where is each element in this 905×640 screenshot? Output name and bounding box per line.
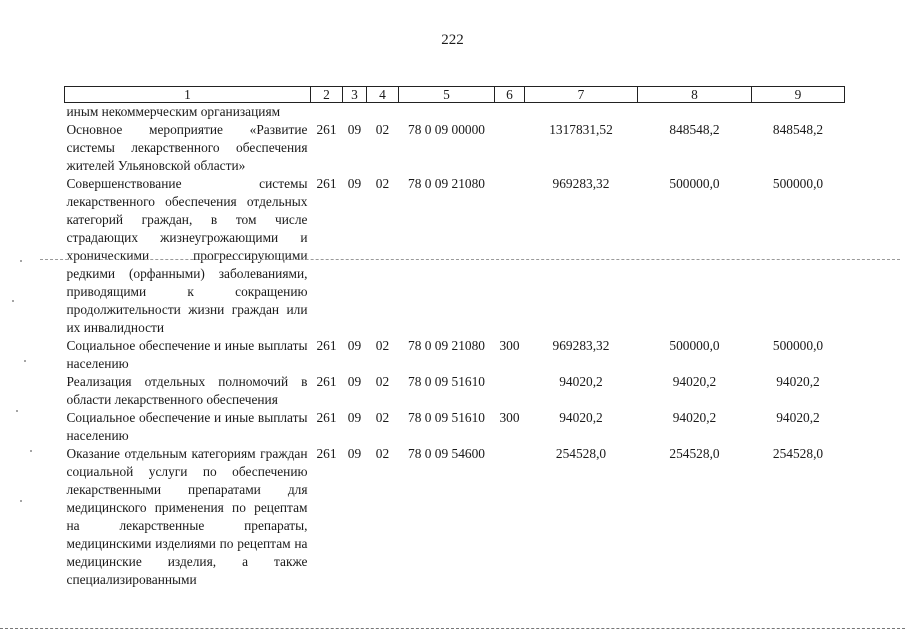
target-article-cell: 78 0 09 21080 <box>408 176 485 191</box>
page-number: 222 <box>441 32 464 48</box>
target-article-cell: 78 0 09 21080 <box>408 338 485 353</box>
section-code-cell: 09 <box>347 446 362 461</box>
row-name-cell: иным некоммерческим организациям <box>66 104 281 119</box>
column-header: 2 <box>311 87 343 103</box>
row-name-cell: Оказание отдельным категориям граждан социальной услуги по обеспечению лекарственными препаратами для медицинского применения по рецептам на лекарственные препараты, медицинскими изделиями по рецептам на медицинские изделия, а также специализированными <box>66 446 308 587</box>
row-name-cell: Социальное обеспечение и иные выплаты населению <box>66 338 308 371</box>
scan-speckle <box>24 360 26 362</box>
section-code-cell: 09 <box>347 374 362 389</box>
amount-year2-cell: 500000,0 <box>669 176 720 191</box>
admin-code-cell <box>311 103 343 122</box>
subsection-code-cell: 02 <box>375 338 390 353</box>
table-row <box>65 175 845 337</box>
column-header: 5 <box>399 87 495 103</box>
amount-year3-cell <box>752 103 845 122</box>
amount-year2-cell: 500000,0 <box>669 338 720 353</box>
amount-year3-cell: 500000,0 <box>772 338 824 353</box>
subsection-code-cell: 02 <box>375 410 390 425</box>
table-row <box>65 121 845 175</box>
target-article-cell: 78 0 09 00000 <box>408 122 485 137</box>
column-header: 4 <box>367 87 399 103</box>
table-row <box>65 445 845 589</box>
amount-year1-cell <box>525 103 638 122</box>
amount-year1-cell: 254528,0 <box>555 446 607 461</box>
table-row <box>65 103 845 122</box>
amount-year3-cell: 94020,2 <box>776 410 820 425</box>
column-header: 7 <box>525 87 638 103</box>
expense-kind-cell <box>495 445 525 589</box>
admin-code-cell: 261 <box>316 410 337 425</box>
row-name-cell: Совершенствование системы лекарственного обеспечения отдельных категорий граждан, в том числе страдающих жизнеугрожающими и хроническими прогрессирующими редкими (орфанными) заболеваниями, приводящими к сокращению продолжительности жизни граждан или их инвалидности <box>66 176 308 335</box>
target-article-cell: 78 0 09 54600 <box>408 446 485 461</box>
subsection-code-cell <box>367 103 399 122</box>
expense-kind-cell: 300 <box>499 338 520 353</box>
column-header: 9 <box>752 87 845 103</box>
scan-artifact-line <box>40 259 900 261</box>
subsection-code-cell: 02 <box>375 374 390 389</box>
expense-kind-cell <box>495 103 525 122</box>
expense-kind-cell <box>495 175 525 337</box>
table-row <box>65 373 845 409</box>
subsection-code-cell: 02 <box>375 446 390 461</box>
subsection-code-cell: 02 <box>375 176 390 191</box>
section-code-cell: 09 <box>347 122 362 137</box>
table-row <box>65 337 845 373</box>
admin-code-cell: 261 <box>316 176 337 191</box>
amount-year1-cell: 969283,32 <box>552 176 610 191</box>
expense-kind-cell: 300 <box>499 410 520 425</box>
admin-code-cell: 261 <box>316 338 337 353</box>
admin-code-cell: 261 <box>316 122 337 137</box>
expense-kind-cell <box>495 373 525 409</box>
amount-year3-cell: 848548,2 <box>772 122 824 137</box>
section-code-cell: 09 <box>347 410 362 425</box>
table-row <box>65 409 845 445</box>
column-header: 1 <box>65 87 311 103</box>
amount-year1-cell: 1317831,52 <box>549 122 613 137</box>
section-code-cell: 09 <box>347 176 362 191</box>
amount-year2-cell: 94020,2 <box>672 374 717 389</box>
column-header: 8 <box>638 87 752 103</box>
amount-year2-cell: 94020,2 <box>672 410 717 425</box>
target-article-cell <box>399 103 495 122</box>
scan-speckle <box>20 500 22 502</box>
section-code-cell: 09 <box>347 338 362 353</box>
expense-kind-cell <box>495 121 525 175</box>
subsection-code-cell: 02 <box>375 122 390 137</box>
row-name-cell: Социальное обеспечение и иные выплаты населению <box>66 410 308 443</box>
amount-year3-cell: 254528,0 <box>772 446 824 461</box>
scan-artifact-line <box>0 628 905 630</box>
budget-table <box>64 86 845 589</box>
target-article-cell: 78 0 09 51610 <box>408 410 485 425</box>
row-name-cell: Основное мероприятие «Развитие системы лекарственного обеспечения жителей Ульяновской области» <box>66 122 308 173</box>
section-code-cell <box>343 103 367 122</box>
admin-code-cell: 261 <box>316 374 337 389</box>
admin-code-cell: 261 <box>316 446 337 461</box>
amount-year2-cell <box>638 103 752 122</box>
amount-year1-cell: 94020,2 <box>559 410 603 425</box>
column-header: 6 <box>495 87 525 103</box>
target-article-cell: 78 0 09 51610 <box>408 374 485 389</box>
scan-speckle <box>30 450 32 452</box>
scan-speckle <box>20 260 22 262</box>
amount-year1-cell: 969283,32 <box>552 338 610 353</box>
amount-year3-cell: 94020,2 <box>776 374 820 389</box>
column-header-row <box>65 87 845 103</box>
row-name-cell: Реализация отдельных полномочий в области лекарственного обеспечения <box>66 374 308 407</box>
scan-speckle <box>16 410 18 412</box>
scan-speckle <box>12 300 14 302</box>
column-header: 3 <box>343 87 367 103</box>
amount-year3-cell: 500000,0 <box>772 176 824 191</box>
amount-year2-cell: 848548,2 <box>669 122 720 137</box>
amount-year1-cell: 94020,2 <box>559 374 603 389</box>
amount-year2-cell: 254528,0 <box>669 446 720 461</box>
